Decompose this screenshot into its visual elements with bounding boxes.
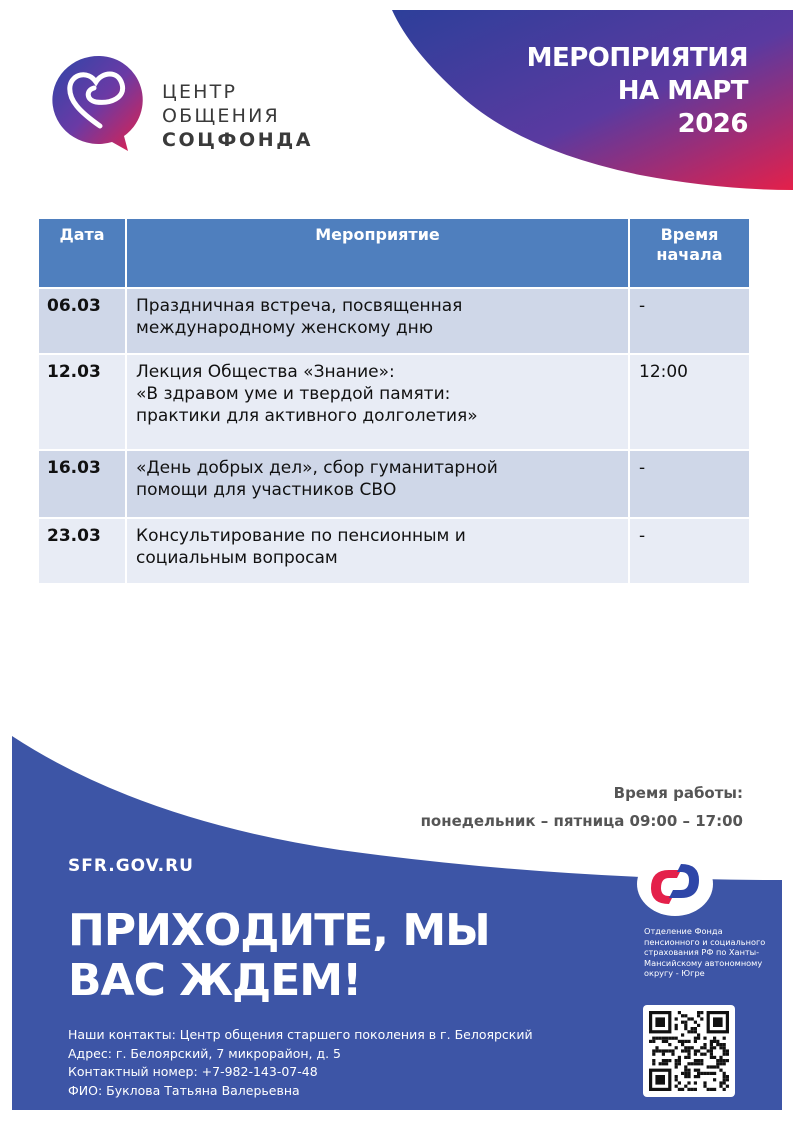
column-header-event: Мероприятие — [126, 218, 629, 288]
event-title: «День добрых дел», сбор гуманитарной помощи для участников СВО — [126, 450, 629, 518]
event-date: 16.03 — [38, 450, 126, 518]
contact-line-address: Адрес: г. Белоярский, 7 микрорайон, д. 5 — [68, 1045, 342, 1061]
event-time: - — [629, 518, 750, 584]
column-header-date: Дата — [38, 218, 126, 288]
table-row — [38, 518, 750, 584]
event-time: - — [629, 288, 750, 354]
title-line-3: 2026 — [677, 109, 748, 139]
event-time: - — [629, 450, 750, 518]
event-date: 06.03 — [38, 288, 126, 354]
heart-speech-bubble-icon — [52, 54, 148, 152]
page-title — [488, 42, 748, 141]
qr-code-pattern — [643, 1005, 735, 1097]
event-title: Консультирование по пенсионным и социальным вопросам — [126, 518, 629, 584]
website-link[interactable]: SFR.GOV.RU — [68, 856, 194, 876]
table-row — [38, 450, 750, 518]
column-header-time: Время начала — [629, 218, 750, 288]
event-date: 12.03 — [38, 354, 126, 450]
table-row — [38, 354, 750, 450]
logo-text — [162, 80, 313, 152]
title-line-2: НА МАРТ — [617, 76, 748, 106]
event-date: 23.03 — [38, 518, 126, 584]
sfr-organization-text: Отделение Фонда пенсионного и социального страхования РФ по Ханты-Мансийскому автономному округу - Югре — [644, 926, 766, 978]
qr-code-icon[interactable] — [643, 1005, 735, 1097]
contact-line-organization: Наши контакты: Центр общения старшего поколения в г. Белоярский — [68, 1027, 533, 1042]
event-title: Лекция Общества «Знание»: «В здравом уме и твердой памяти: практики для активного долголетия» — [126, 354, 629, 450]
event-time: 12:00 — [629, 354, 750, 450]
table-row — [38, 288, 750, 354]
logo-line-2: ОБЩЕНИЯ — [162, 105, 280, 127]
events-table — [37, 217, 751, 585]
contact-line-person: ФИО: Буклова Татьяна Валерьевна — [68, 1082, 300, 1098]
sfr-logo-icon — [637, 852, 713, 916]
working-hours-label: Время работы: — [613, 784, 743, 802]
title-line-1: МЕРОПРИЯТИЯ — [526, 43, 748, 73]
contact-line-phone[interactable]: Контактный номер: +7-982-143-07-48 — [68, 1064, 318, 1079]
event-title: Праздничная встреча, посвященная международному женскому дню — [126, 288, 629, 354]
contacts-block — [68, 1026, 533, 1100]
slogan: ПРИХОДИТЕ, МЫ ВАС ЖДЕМ! — [68, 905, 490, 1006]
logo-line-1: ЦЕНТР — [162, 81, 238, 103]
logo-line-3: СОЦФОНДА — [162, 129, 314, 151]
working-hours-value: понедельник – пятница 09:00 – 17:00 — [420, 812, 743, 830]
